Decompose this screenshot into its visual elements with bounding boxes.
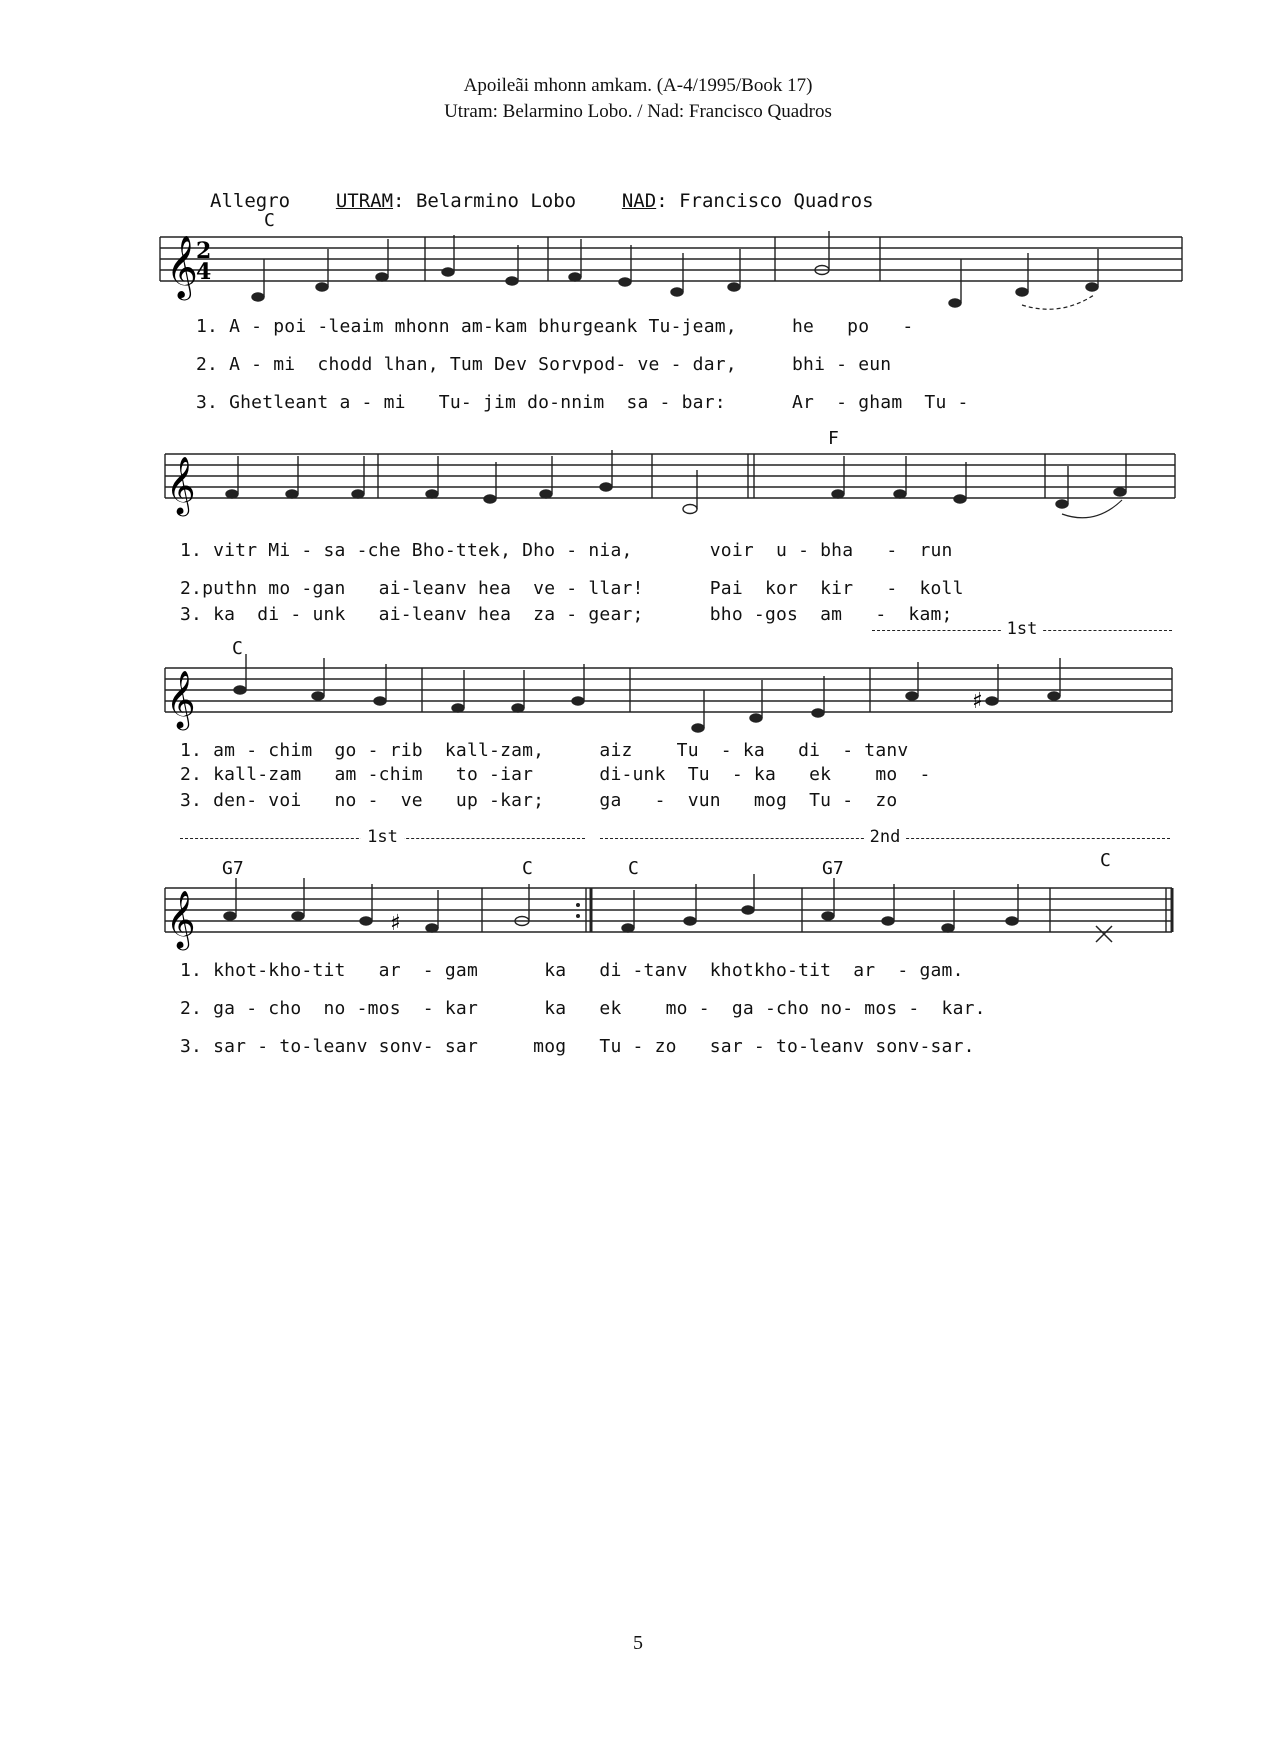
- svg-text:𝄞: 𝄞: [166, 890, 196, 948]
- volta-bracket-second: 2nd: [600, 838, 1170, 859]
- lyric-line: 3. Ghetleant a - mi Tu- jim do-nnim sa - bar: Ar - gham Tu -: [196, 392, 969, 413]
- svg-text:♯: ♯: [390, 911, 401, 936]
- lyric-line: 3. sar - to-leanv sonv- sar mog Tu - zo sar - to-leanv sonv-sar.: [180, 1036, 975, 1057]
- svg-text:♯: ♯: [972, 689, 983, 714]
- chord-symbol: C: [232, 638, 243, 659]
- lyric-line: 3. ka di - unk ai-leanv hea za - gear; bho -gos am - kam;: [180, 604, 953, 625]
- song-title: Apoileãi mhonn amkam. (A-4/1995/Book 17): [463, 75, 813, 96]
- nad-label: NAD: [621, 190, 657, 212]
- svg-text:𝄞: 𝄞: [166, 235, 198, 298]
- chord-symbol: F: [828, 428, 839, 449]
- staff-4: [0, 876, 1200, 966]
- lyric-line: 1. am - chim go - rib kall-zam, aiz Tu - ka di - tanv: [180, 740, 909, 761]
- page-number: 5: [633, 1632, 643, 1654]
- chord-symbol: C: [522, 858, 533, 879]
- svg-text:2: 2: [196, 238, 212, 264]
- lyric-line: 2. ga - cho no -mos - kar ka ek mo - ga -cho no- mos - kar.: [180, 998, 986, 1019]
- song-credits: Utram: Belarmino Lobo. / Nad: Francisco Quadros: [444, 101, 832, 122]
- utram-name: Belarmino Lobo: [415, 190, 577, 212]
- tempo-marking: Allegro: [210, 190, 291, 212]
- utram-label: UTRAM: [335, 190, 394, 212]
- staff-2: [0, 442, 1200, 532]
- chord-symbol: C: [1100, 850, 1111, 871]
- lyric-line: 3. den- voi no - ve up -kar; ga - vun mog Tu - zo: [180, 790, 898, 811]
- volta-bracket-first: 1st: [180, 838, 585, 859]
- lyric-line: 2. kall-zam am -chim to -iar di-unk Tu - ka ek mo -: [180, 764, 931, 785]
- lyric-line: 2. A - mi chodd lhan, Tum Dev Sorvpod- ve - dar, bhi - eun: [196, 354, 892, 375]
- lyric-line: 1. A - poi -leaim mhonn am-kam bhurgeank Tu-jeam, he po -: [196, 316, 914, 337]
- svg-text:4: 4: [196, 259, 212, 285]
- nad-name: Francisco Quadros: [679, 190, 874, 212]
- svg-text:𝄞: 𝄞: [166, 456, 196, 514]
- svg-text:𝄞: 𝄞: [166, 670, 196, 728]
- chord-symbol: G7: [822, 858, 844, 879]
- staff-1: [0, 225, 1200, 315]
- chord-symbol: C: [264, 210, 275, 231]
- chord-symbol: G7: [222, 858, 244, 879]
- score-header: Allegro UTRAM: Belarmino Lobo NAD: Francisco Quadros: [210, 190, 874, 212]
- chord-symbol: C: [628, 858, 639, 879]
- lyric-line: 2.puthn mo -gan ai-leanv hea ve - llar! Pai kor kir - koll: [180, 578, 964, 599]
- lyric-line: 1. vitr Mi - sa -che Bho-ttek, Dho - nia, voir u - bha - run: [180, 540, 953, 561]
- lyric-line: 1. khot-kho-tit ar - gam ka di -tanv khotkho-tit ar - gam.: [180, 960, 964, 981]
- volta-bracket-first: 1st: [872, 630, 1172, 651]
- staff-3: [0, 656, 1200, 746]
